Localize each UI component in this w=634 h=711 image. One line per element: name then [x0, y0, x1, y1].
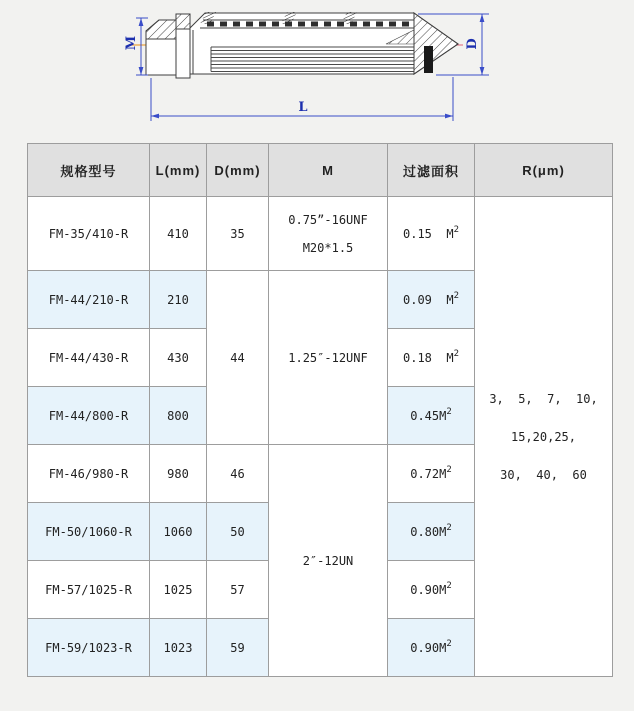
col-header-diameter: D(mm) — [207, 144, 269, 197]
micron-rating-cell — [475, 197, 613, 677]
micron-line-2: 15,20,25, — [510, 429, 577, 444]
area-superscript: 2 — [453, 224, 459, 235]
filter-area-cell — [388, 503, 475, 561]
diameter-cell: 35 — [207, 197, 269, 271]
area-value: 0.90M — [410, 640, 447, 655]
col-header-micron-rating: R(μm) — [475, 144, 613, 197]
filter-area-cell — [388, 445, 475, 503]
dimension-m — [124, 18, 148, 75]
thread-cell: 1.25″-12UNF — [269, 271, 388, 445]
col-header-length: L(mm) — [150, 144, 207, 197]
area-value: 0.15 M — [403, 226, 454, 241]
model-cell: FM-44/800-R — [28, 387, 150, 445]
dim-label-d: D — [465, 38, 480, 50]
diameter-cell: 59 — [207, 619, 269, 677]
model-cell: FM-44/430-R — [28, 329, 150, 387]
model-cell: FM-35/410-R — [28, 197, 150, 271]
area-value: 0.80M — [410, 524, 447, 539]
area-value: 0.18 M — [403, 350, 454, 365]
length-cell: 1060 — [150, 503, 207, 561]
area-superscript: 2 — [446, 522, 452, 533]
thread-cell: 2″-12UN — [269, 445, 388, 677]
hex-fitting — [146, 20, 176, 75]
col-header-model: 规格型号 — [28, 144, 150, 197]
diameter-cell: 46 — [207, 445, 269, 503]
col-header-thread: M — [269, 144, 388, 197]
thread-cell — [269, 197, 388, 271]
micron-line-3: 30, 40, 60 — [500, 467, 587, 482]
diameter-cell: 44 — [207, 271, 269, 445]
filter-area-cell — [388, 387, 475, 445]
model-cell: FM-44/210-R — [28, 271, 150, 329]
thread-line-1: 0.75”-16UNF — [288, 212, 368, 227]
area-value: 0.72M — [410, 466, 447, 481]
length-cell: 410 — [150, 197, 207, 271]
diameter-cell: 50 — [207, 503, 269, 561]
micron-line-1: 3, 5, 7, 10, — [489, 391, 598, 406]
length-cell: 980 — [150, 445, 207, 503]
header-row — [28, 144, 613, 197]
area-value: 0.45M — [410, 408, 447, 423]
diameter-cell: 57 — [207, 561, 269, 619]
area-superscript: 2 — [453, 348, 459, 359]
filter-element-diagram — [0, 0, 634, 140]
length-cell: 430 — [150, 329, 207, 387]
area-superscript: 2 — [453, 290, 459, 301]
thread-line-2: M20*1.5 — [302, 240, 354, 255]
filter-area-cell — [388, 329, 475, 387]
area-superscript: 2 — [446, 464, 452, 475]
model-cell: FM-57/1025-R — [28, 561, 150, 619]
dim-label-m: M — [124, 35, 139, 51]
filter-area-cell — [388, 619, 475, 677]
area-superscript: 2 — [446, 406, 452, 417]
area-value: 0.09 M — [403, 292, 454, 307]
filter-area-cell — [388, 271, 475, 329]
length-cell: 800 — [150, 387, 207, 445]
model-cell: FM-59/1023-R — [28, 619, 150, 677]
collar — [176, 14, 190, 78]
filter-area-cell — [388, 197, 475, 271]
diagram-svg — [0, 0, 634, 140]
model-cell: FM-50/1060-R — [28, 503, 150, 561]
area-superscript: 2 — [446, 638, 452, 649]
length-cell: 210 — [150, 271, 207, 329]
area-value: 0.90M — [410, 582, 447, 597]
table-row — [28, 197, 613, 271]
spec-table — [27, 143, 613, 677]
model-cell: FM-46/980-R — [28, 445, 150, 503]
col-header-filter-area: 过滤面积 — [388, 144, 475, 197]
end-plug — [424, 46, 433, 73]
length-cell: 1023 — [150, 619, 207, 677]
area-superscript: 2 — [446, 580, 452, 591]
dimension-l — [151, 77, 453, 121]
dim-label-l: L — [298, 100, 308, 115]
length-cell: 1025 — [150, 561, 207, 619]
filter-area-cell — [388, 561, 475, 619]
